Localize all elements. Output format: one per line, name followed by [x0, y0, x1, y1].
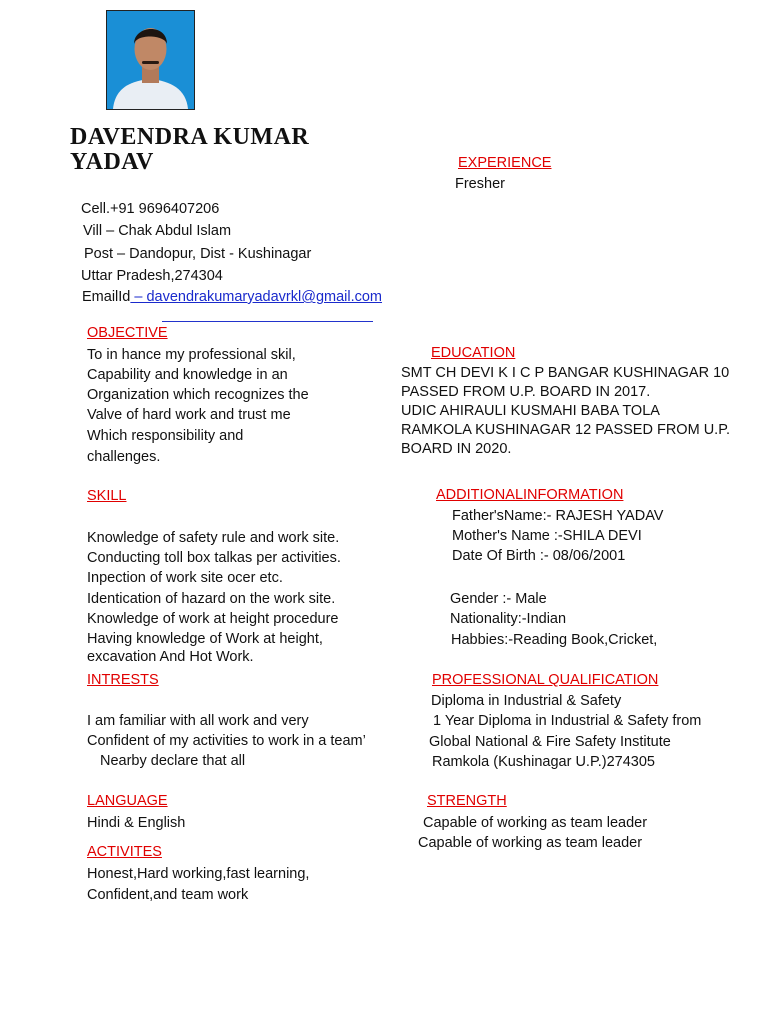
skill-line: Having knowledge of Work at height,	[87, 631, 323, 647]
objective-line: Valve of hard work and trust me	[87, 407, 291, 423]
additional-heading: ADDITIONALINFORMATION	[436, 487, 624, 503]
skill-heading: SKILL	[87, 488, 127, 504]
objective-heading: OBJECTIVE	[87, 325, 168, 341]
experience-value: Fresher	[455, 176, 505, 192]
nationality: Nationality:-Indian	[450, 611, 567, 627]
interests-line: Nearby declare that all	[100, 753, 246, 769]
date-of-birth: Date Of Birth :- 08/06/2001	[452, 548, 626, 564]
profile-photo	[106, 10, 195, 110]
professional-line: Ramkola (Kushinagar U.P.)274305	[432, 754, 656, 770]
skill-line: Inpection of work site ocer etc.	[87, 570, 283, 586]
skill-line: Knowledge of safety rule and work site.	[87, 530, 340, 546]
language-heading: LANGUAGE	[87, 793, 168, 809]
contact-email-row	[82, 287, 382, 308]
experience-heading: EXPERIENCE	[458, 155, 552, 171]
education-line: PASSED FROM U.P. BOARD IN 2017.	[401, 384, 651, 400]
person-photo-icon	[107, 11, 194, 109]
professional-line: Global National & Fire Safety Institute	[429, 734, 671, 750]
name-line-1: DAVENDRA KUMAR	[70, 124, 310, 150]
skill-line: Identication of hazard on the work site.	[87, 591, 336, 607]
skill-line: Knowledge of work at height procedure	[87, 611, 339, 627]
skill-line: Conducting toll box talkas per activities.	[87, 550, 341, 566]
education-line: RAMKOLA KUSHINAGAR 12 PASSED FROM U.P.	[401, 422, 731, 438]
strength-line: Capable of working as team leader	[418, 835, 643, 851]
objective-line: Organization which recognizes the	[87, 387, 309, 403]
interests-line: I am familiar with all work and very	[87, 713, 309, 729]
contact-post: Post – Dandopur, Dist - Kushinagar	[84, 246, 312, 262]
email-label: EmailId	[82, 289, 131, 305]
skill-line: excavation And Hot Work.	[87, 649, 254, 665]
professional-line: Diploma in Industrial & Safety	[431, 693, 622, 709]
professional-heading: PROFESSIONAL QUALIFICATION	[432, 672, 659, 688]
education-line: SMT CH DEVI K I C P BANGAR KUSHINAGAR 10	[401, 365, 730, 381]
professional-line: 1 Year Diploma in Industrial & Safety from	[433, 713, 702, 729]
education-heading: EDUCATION	[431, 345, 516, 361]
strength-heading: STRENGTH	[427, 793, 507, 809]
activities-heading: ACTIVITES	[87, 844, 162, 860]
objective-line: To in hance my professional skil,	[87, 347, 296, 363]
gender: Gender :- Male	[450, 591, 547, 607]
contact-vill: Vill – Chak Abdul Islam	[83, 223, 232, 239]
contact-cell: Cell.+91 9696407206	[81, 201, 220, 217]
education-line: UDIC AHIRAULI KUSMAHI BABA TOLA	[401, 403, 660, 419]
activities-line: Honest,Hard working,fast learning,	[87, 866, 310, 882]
objective-line: Which responsibility and	[87, 428, 244, 444]
interests-line: Confident of my activities to work in a team’	[87, 733, 366, 749]
activities-line: Confident,and team work	[87, 887, 249, 903]
mother-name: Mother's Name :-SHILA DEVI	[452, 528, 642, 544]
interests-heading: INTRESTS	[87, 672, 159, 688]
name-line-2: YADAV	[70, 149, 154, 175]
objective-line: Capability and knowledge in an	[87, 367, 288, 383]
strength-line: Capable of working as team leader	[423, 815, 648, 831]
email-underline-divider	[162, 321, 373, 322]
language-value: Hindi & English	[87, 815, 186, 831]
education-line: BOARD IN 2020.	[401, 441, 512, 457]
contact-state: Uttar Pradesh,274304	[81, 268, 223, 284]
father-name: Father'sName:- RAJESH YADAV	[452, 508, 664, 524]
email-link[interactable]: – davendrakumaryadavrkl@gmail.com	[130, 289, 383, 305]
objective-line: challenges.	[87, 449, 161, 465]
hobbies: Habbies:-Reading Book,Cricket,	[451, 632, 658, 648]
